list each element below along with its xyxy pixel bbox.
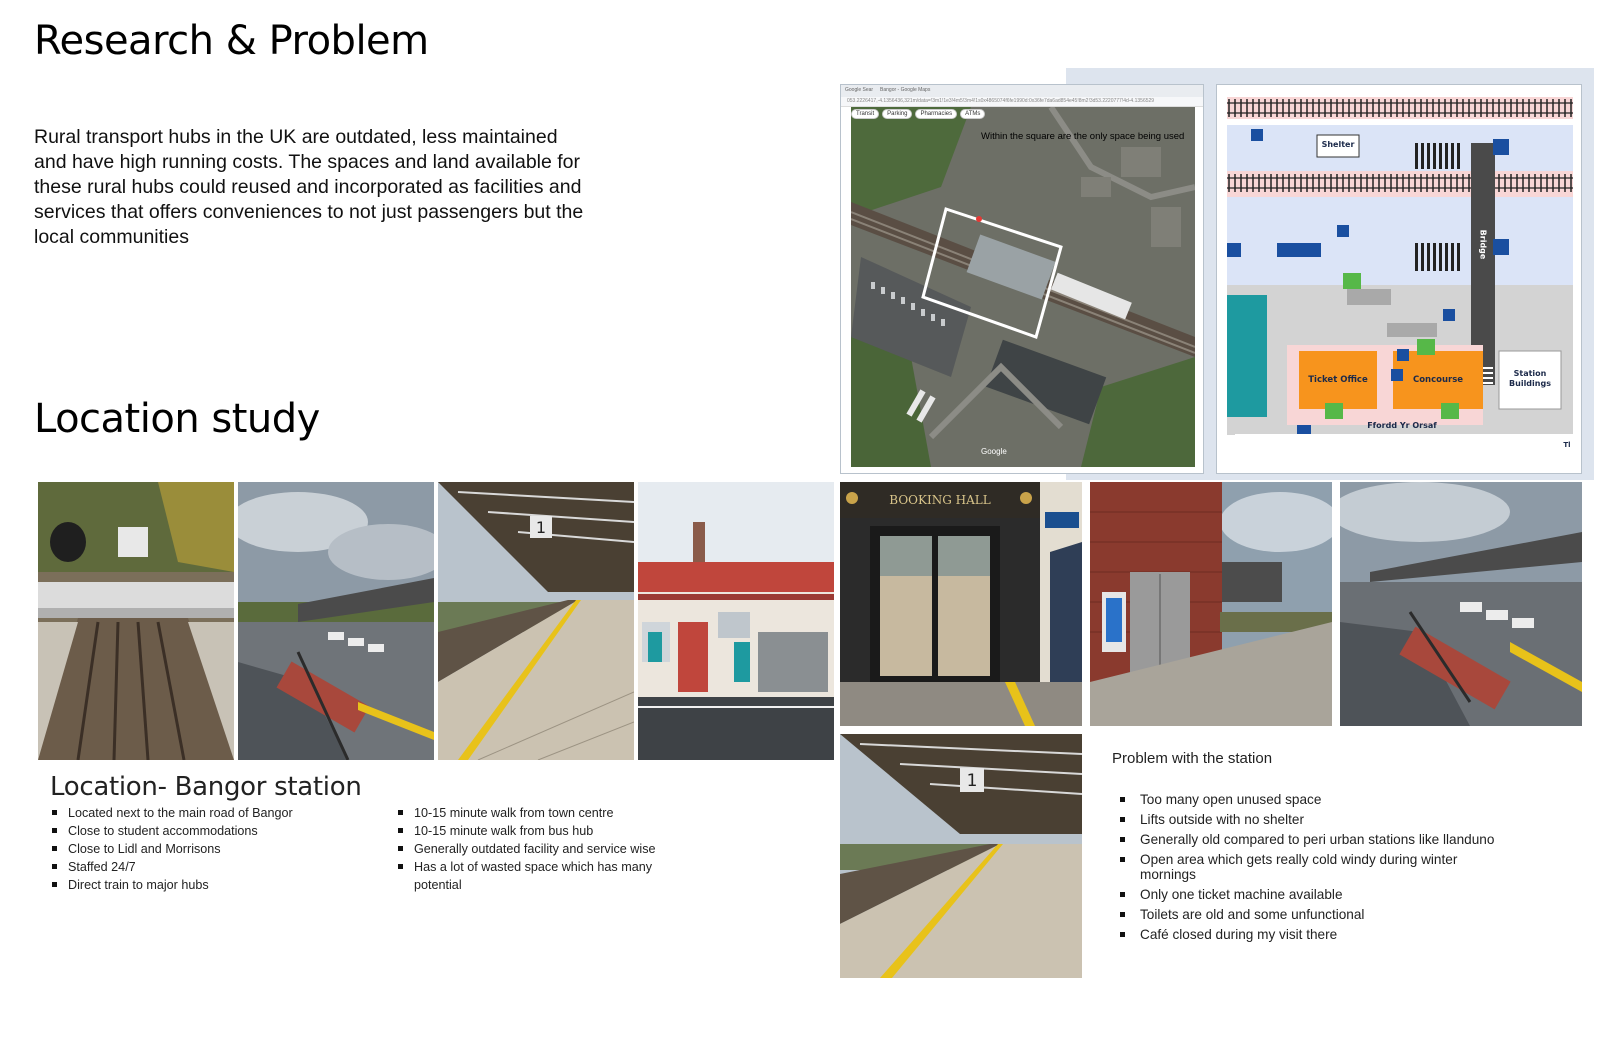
list-item: Generally outdated facility and service wise [396, 840, 696, 858]
list-item: Too many open unused space [1116, 792, 1516, 807]
label-shelter: Shelter [1321, 140, 1355, 149]
location-heading: Location- Bangor station [50, 772, 362, 802]
photo-crossing-cloudy [238, 482, 434, 760]
booking-hall-sign: BOOKING HALL [889, 493, 991, 507]
list-item: 10-15 minute walk from bus hub [396, 822, 696, 840]
problems-heading: Problem with the station [1112, 750, 1273, 767]
platform-number: 1 [966, 771, 978, 791]
browser-url-bar[interactable]: 053.2226417,-4.1356436,321m/data=!3m1!1e3!4m5!3m4!1s0x4865074f6fe1990d:0x36fe7da6ad854e45!8m2!3d53.2220777!4d-4.1356529 [841, 97, 1203, 107]
map-filter-chips [851, 109, 985, 119]
chip-pharmacies[interactable]: Pharmacies [915, 109, 957, 119]
list-item: Direct train to major hubs [50, 876, 390, 894]
label-station-buildings: Station Buildings [1509, 369, 1551, 388]
section-title-location-study: Location study [34, 396, 320, 442]
list-item: Staffed 24/7 [50, 858, 390, 876]
photo-station-overview [38, 482, 234, 760]
list-item: Located next to the main road of Bangor [50, 804, 390, 822]
map-annotation: Within the square are the only space being used [981, 131, 1185, 142]
photo-station-building [638, 482, 834, 760]
photo-platform-1 [438, 482, 634, 760]
list-item: Café closed during my visit there [1116, 927, 1516, 942]
location-list-b [396, 804, 696, 894]
label-bridge: Bridge [1478, 229, 1488, 260]
photo-crossing-platform [1340, 482, 1582, 726]
list-item: Has a lot of wasted space which has many potential [396, 858, 696, 894]
station-plan [1216, 84, 1582, 474]
satellite-imagery [851, 107, 1195, 467]
label-corner: Tl [1563, 441, 1571, 449]
page-title: Research & Problem [34, 18, 429, 64]
list-item: Open area which gets really cold windy during winter mornings [1116, 852, 1516, 882]
label-concourse: Concourse [1412, 375, 1464, 385]
photo-platform-1-alt [840, 734, 1082, 978]
chip-atms[interactable]: ATMs [960, 109, 985, 119]
station-plan-drawing [1217, 85, 1582, 474]
problems-list [1116, 792, 1516, 947]
list-item: Toilets are old and some unfunctional [1116, 907, 1516, 922]
intro-paragraph: Rural transport hubs in the UK are outdated, less maintained and have high running costs. The spaces and land available for these rural hubs could reused and incorporated as facilities and services that offers conveniences to not just passengers but the local communities [34, 126, 584, 248]
chip-transit[interactable]: Transit [851, 109, 879, 119]
list-item: Generally old compared to peri urban stations like llanduno [1116, 832, 1516, 847]
google-logo: Google [981, 447, 1007, 456]
satellite-map [840, 84, 1204, 474]
list-item: Only one ticket machine available [1116, 887, 1516, 902]
browser-tab-bar [841, 85, 1203, 97]
photo-booking-hall [840, 482, 1082, 726]
list-item: 10-15 minute walk from town centre [396, 804, 696, 822]
chip-parking[interactable]: Parking [882, 109, 912, 119]
list-item: Close to student accommodations [50, 822, 390, 840]
list-item: Close to Lidl and Morrisons [50, 840, 390, 858]
list-item: Lifts outside with no shelter [1116, 812, 1516, 827]
label-road: Ffordd Yr Orsaf [1367, 421, 1437, 430]
browser-tab[interactable]: Bangor - Google Maps [880, 87, 931, 93]
photo-lift-outside [1090, 482, 1332, 726]
label-ticket-office: Ticket Office [1308, 375, 1368, 385]
platform-number: 1 [535, 518, 547, 537]
browser-tab[interactable]: Google Sear [845, 87, 874, 93]
location-list-a [50, 804, 390, 894]
